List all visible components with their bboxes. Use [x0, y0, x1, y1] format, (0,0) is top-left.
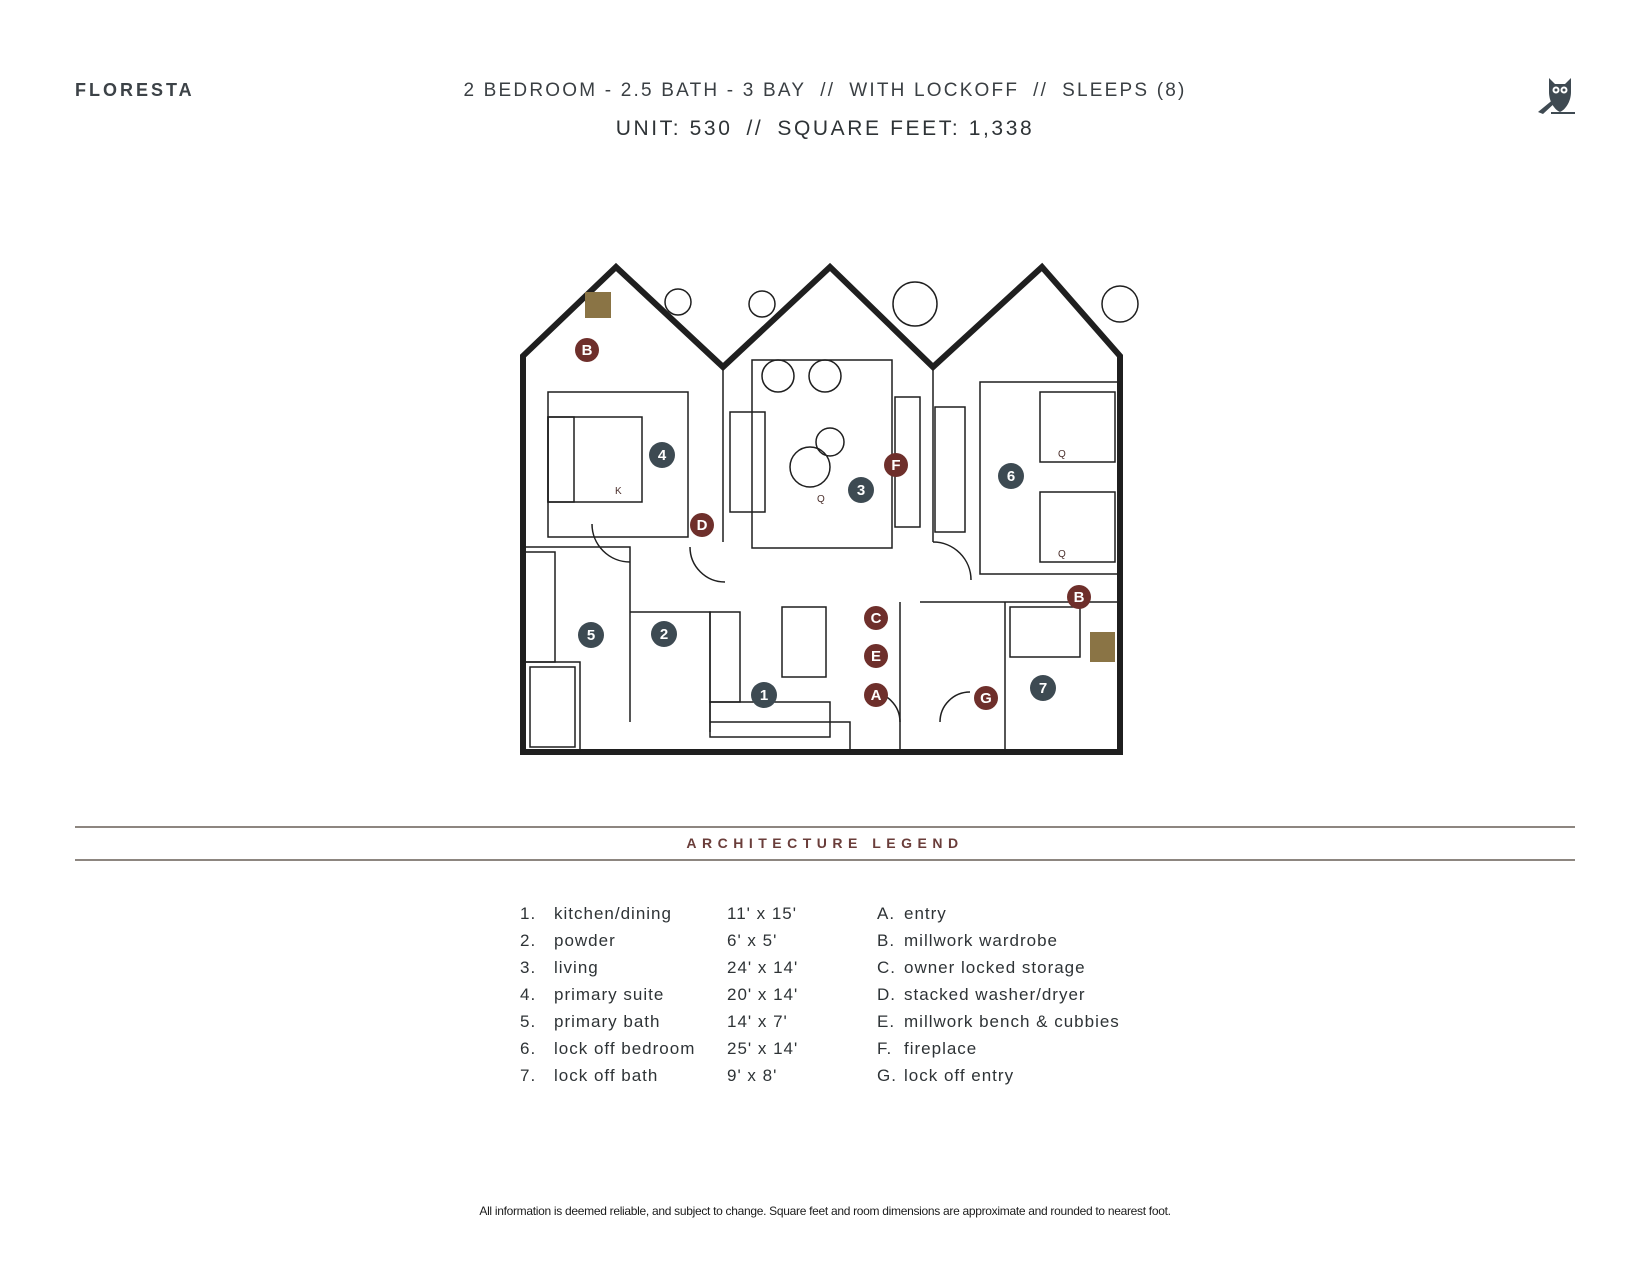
feature-marker-g — [974, 686, 998, 710]
svg-text:B: B — [581, 342, 593, 359]
millwork-panel — [1090, 632, 1115, 662]
room-marker-4 — [649, 442, 675, 468]
king-bed-label: K — [615, 486, 622, 497]
brand-name: FLORESTA — [75, 80, 195, 100]
exterior-wall — [523, 267, 1120, 752]
svg-text:6: 6 — [1006, 468, 1016, 485]
sleeps-label: SLEEPS (8) — [1062, 80, 1187, 101]
feature-marker-d — [690, 513, 714, 537]
legend-room-size: 11' x 15' — [727, 904, 797, 923]
kitchen-island — [710, 612, 740, 702]
coffee-table — [816, 428, 844, 456]
legend-feature-g: G. lock off entry — [877, 1066, 1015, 1085]
room-marker-1 — [751, 682, 777, 708]
unit-type: 2 BEDROOM - 2.5 BATH - 3 BAY — [463, 80, 807, 101]
legend-room-size: 14' x 7' — [727, 1012, 788, 1031]
svg-text:D: D — [696, 517, 708, 534]
feature-marker-b — [1067, 585, 1091, 609]
interior-wall — [523, 547, 630, 722]
door-swing — [933, 542, 971, 580]
legend-feature-b: B. millwork wardrobe — [877, 931, 1058, 950]
room-marker-2 — [651, 621, 677, 647]
legend-room-6: 6. lock off bedroom — [520, 1039, 696, 1058]
floor-plan — [520, 262, 1140, 756]
legend-feature-a: A. entry — [877, 904, 947, 923]
primary-shower — [530, 667, 575, 747]
legend-room-size: 9' x 8' — [727, 1066, 778, 1085]
legend-room-1: 1. kitchen/dining — [520, 904, 672, 923]
queen-bed — [1040, 392, 1115, 462]
feature-marker-e — [864, 644, 888, 668]
separator: // — [1033, 80, 1049, 101]
legend-room-7: 7. lock off bath — [520, 1066, 659, 1085]
legend-room-5: 5. primary bath — [520, 1012, 661, 1031]
coffee-table — [790, 447, 830, 487]
door-swing — [690, 547, 725, 582]
legend-room-size: 24' x 14' — [727, 958, 799, 977]
interior-wall — [900, 602, 940, 752]
armchair — [809, 360, 841, 392]
svg-text:1: 1 — [759, 687, 769, 704]
room-marker-6 — [998, 463, 1024, 489]
room-marker-7 — [1030, 675, 1056, 701]
primary-bed-headboard — [548, 417, 574, 502]
svg-text:F: F — [891, 457, 901, 474]
disclaimer: All information is deemed reliable, and subject to change. Square feet and room dimensions are approximate and rounded to nearest foot. — [479, 1204, 1171, 1218]
interior-wall — [523, 662, 580, 752]
millwork-panel — [585, 292, 611, 318]
patio-table — [1102, 286, 1138, 322]
queen-bed-label: Q — [1058, 449, 1066, 460]
svg-text:2: 2 — [659, 626, 669, 643]
kitchen-counter — [710, 702, 830, 737]
legend-room-2: 2. powder — [520, 931, 616, 950]
svg-text:A: A — [870, 687, 882, 704]
patio-chair — [749, 291, 775, 317]
room-marker-5 — [578, 622, 604, 648]
legend-title: ARCHITECTURE LEGEND — [686, 835, 964, 851]
legend-room-size: 20' x 14' — [727, 985, 799, 1004]
unit-number: UNIT: 530 — [615, 117, 733, 140]
legend-room-size: 6' x 5' — [727, 931, 778, 950]
svg-text:4: 4 — [657, 447, 667, 464]
svg-text:3: 3 — [856, 482, 866, 499]
svg-text:E: E — [870, 648, 882, 665]
feature-marker-a — [864, 683, 888, 707]
primary-bed — [548, 417, 642, 502]
room-list — [520, 900, 695, 1089]
feature-marker-c — [864, 606, 888, 630]
queen-bed — [1040, 492, 1115, 562]
lockoff-bath-shower — [1010, 607, 1080, 657]
legend-feature-e: E. millwork bench & cubbies — [877, 1012, 1120, 1031]
svg-text:B: B — [1073, 589, 1085, 606]
feature-marker-b — [575, 338, 599, 362]
separator: // — [820, 80, 836, 101]
dining-table — [782, 607, 826, 677]
legend-top-rule — [75, 826, 1575, 828]
unit-type-heading — [0, 80, 1650, 102]
sofa — [730, 412, 765, 512]
lockoff-label: WITH LOCKOFF — [849, 80, 1020, 101]
square-feet: SQUARE FEET: 1,338 — [777, 117, 1035, 140]
legend-bottom-rule — [75, 859, 1575, 861]
door-swing — [940, 692, 970, 722]
legend-feature-d: D. stacked washer/dryer — [877, 985, 1086, 1004]
legend-feature-f: F. fireplace — [877, 1039, 978, 1058]
armchair — [762, 360, 794, 392]
tv-console — [935, 407, 965, 532]
legend-room-3: 3. living — [520, 958, 599, 977]
room-marker-3 — [848, 477, 874, 503]
patio-table — [893, 282, 937, 326]
bath-vanity — [525, 552, 555, 662]
legend-feature-c: C. owner locked storage — [877, 958, 1086, 977]
svg-text:7: 7 — [1038, 680, 1048, 697]
feature-marker-f — [884, 453, 908, 477]
patio-chair — [665, 289, 691, 315]
feature-list — [877, 900, 1120, 1089]
queen-bed-label: Q — [1058, 549, 1066, 560]
svg-text:G: G — [980, 690, 992, 707]
legend-room-4: 4. primary suite — [520, 985, 665, 1004]
queen-bed-label: Q — [817, 494, 825, 505]
svg-text:5: 5 — [586, 627, 596, 644]
separator: // — [746, 117, 764, 140]
room-size-list — [727, 900, 798, 1089]
svg-text:C: C — [870, 610, 882, 627]
door-swing — [592, 524, 630, 562]
unit-info-heading — [0, 117, 1650, 141]
owl-icon — [1535, 72, 1583, 118]
legend-room-size: 25' x 14' — [727, 1039, 799, 1058]
